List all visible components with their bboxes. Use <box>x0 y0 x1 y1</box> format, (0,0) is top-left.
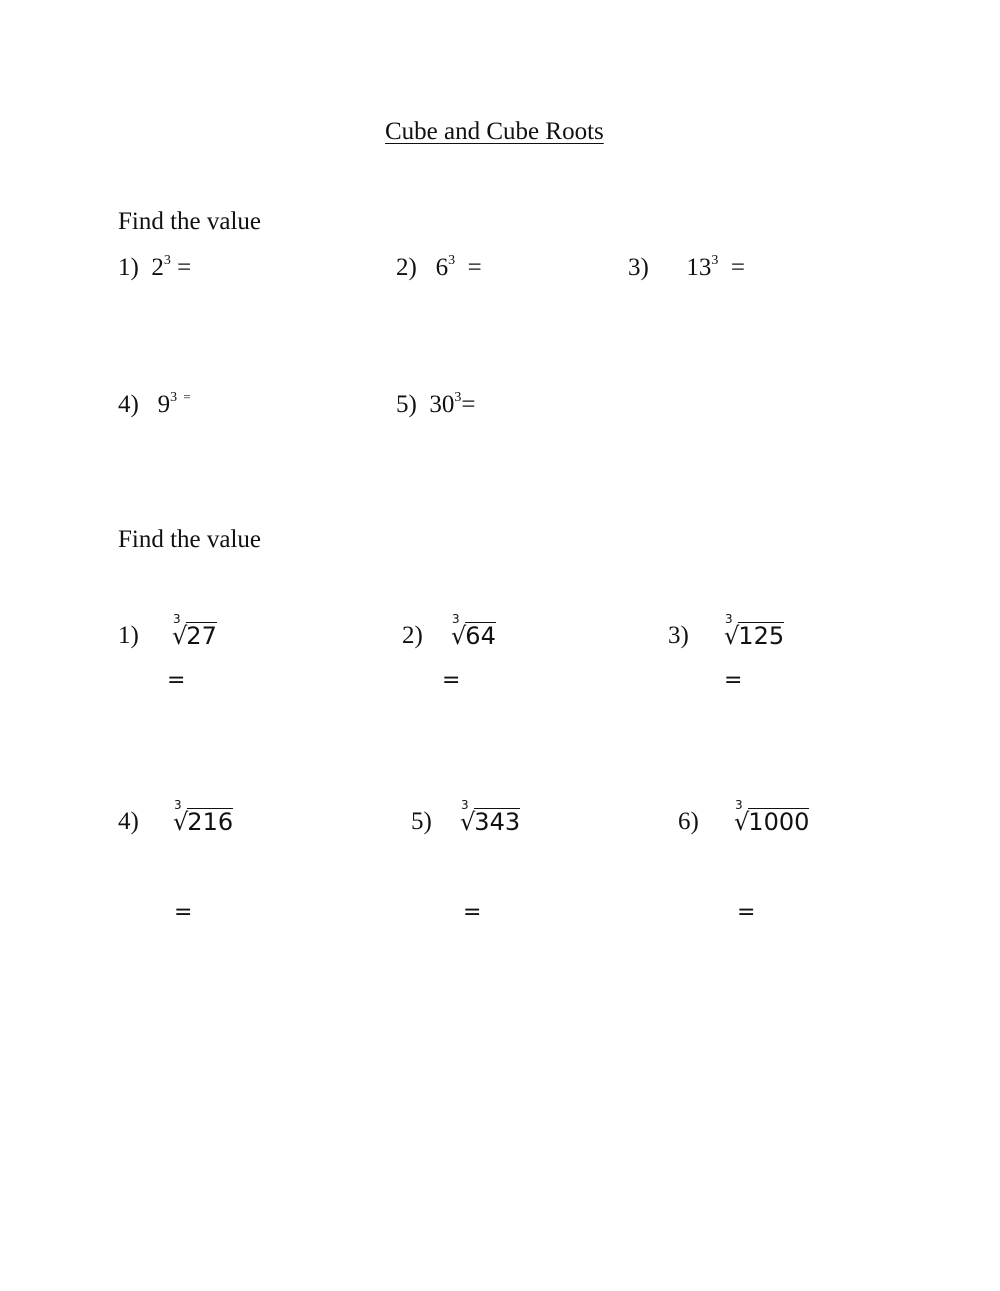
cube-root <box>734 798 810 836</box>
equals-sign: = <box>467 254 482 281</box>
cube-exponent: 3 <box>163 253 171 268</box>
page-title: Cube and Cube Roots <box>385 118 604 145</box>
radical-sign: √ <box>451 622 467 650</box>
root-problem-6-expression <box>734 798 810 836</box>
cube-base: 9 <box>157 391 171 418</box>
root-index: 3 <box>725 612 733 626</box>
problem-number: 4) <box>118 391 139 418</box>
root-index: 3 <box>735 798 743 812</box>
root-problem-5-expression <box>460 798 521 836</box>
cube-exponent: 3 <box>170 390 178 405</box>
root-problem-2-equals: = <box>442 668 461 693</box>
root-index: 3 <box>452 612 460 626</box>
radical-sign: √ <box>173 808 189 836</box>
radicand: 27 <box>186 622 217 650</box>
radical-sign: √ <box>734 808 750 836</box>
equals-sign: = <box>461 391 476 418</box>
equals-sign: = <box>177 254 192 281</box>
root-problem-2-number: 2) <box>402 622 423 649</box>
root-problem-3-number: 3) <box>668 622 689 649</box>
root-problem-1-number: 1) <box>118 622 139 649</box>
root-problem-4-number: 4) <box>118 808 139 835</box>
root-index: 3 <box>461 798 469 812</box>
radical-sign: √ <box>460 808 476 836</box>
root-problem-3-equals: = <box>724 668 743 693</box>
radical-sign: √ <box>724 622 740 650</box>
root-problem-1-expression <box>172 612 217 650</box>
cube-problem-2 <box>396 254 482 282</box>
root-index: 3 <box>173 612 181 626</box>
cube-base: 2 <box>151 254 164 281</box>
cube-problem-1 <box>118 254 191 282</box>
cube-problem-5 <box>396 391 475 419</box>
problem-number: 3) <box>628 254 649 281</box>
equals-sign: = <box>730 254 745 281</box>
cube-root <box>460 798 521 836</box>
root-problem-6-equals: = <box>737 900 756 925</box>
root-problem-2-expression <box>451 612 496 650</box>
cube-base: 13 <box>686 254 712 281</box>
radicand: 64 <box>465 622 496 650</box>
root-problem-4-expression <box>173 798 234 836</box>
root-problem-5-number: 5) <box>411 808 432 835</box>
root-problem-3-expression <box>724 612 785 650</box>
radicand: 216 <box>187 808 234 836</box>
cube-exponent: 3 <box>454 390 462 405</box>
section-heading-cubes: Find the value <box>118 208 262 235</box>
cube-base: 6 <box>435 254 449 281</box>
root-problem-4-equals: = <box>174 900 193 925</box>
cube-problem-3 <box>628 254 745 282</box>
problem-number: 2) <box>396 254 417 281</box>
cube-root <box>173 798 234 836</box>
radicand: 125 <box>738 622 785 650</box>
root-problem-5-equals: = <box>463 900 482 925</box>
cube-problem-4 <box>118 391 191 419</box>
cube-root <box>724 612 785 650</box>
problem-number: 5) <box>396 391 417 418</box>
cube-exponent: 3 <box>448 253 456 268</box>
cube-root <box>172 612 217 650</box>
cube-base: 30 <box>429 391 455 418</box>
section-heading-cube-roots: Find the value <box>118 526 262 553</box>
cube-root <box>451 612 496 650</box>
problem-number: 1) <box>118 254 139 281</box>
radicand: 1000 <box>748 808 810 836</box>
cube-exponent: 3 <box>711 253 719 268</box>
root-problem-6-number: 6) <box>678 808 699 835</box>
radicand: 343 <box>474 808 521 836</box>
root-problem-1-equals: = <box>167 668 186 693</box>
root-index: 3 <box>174 798 182 812</box>
equals-sign: = <box>183 389 191 404</box>
radical-sign: √ <box>172 622 188 650</box>
